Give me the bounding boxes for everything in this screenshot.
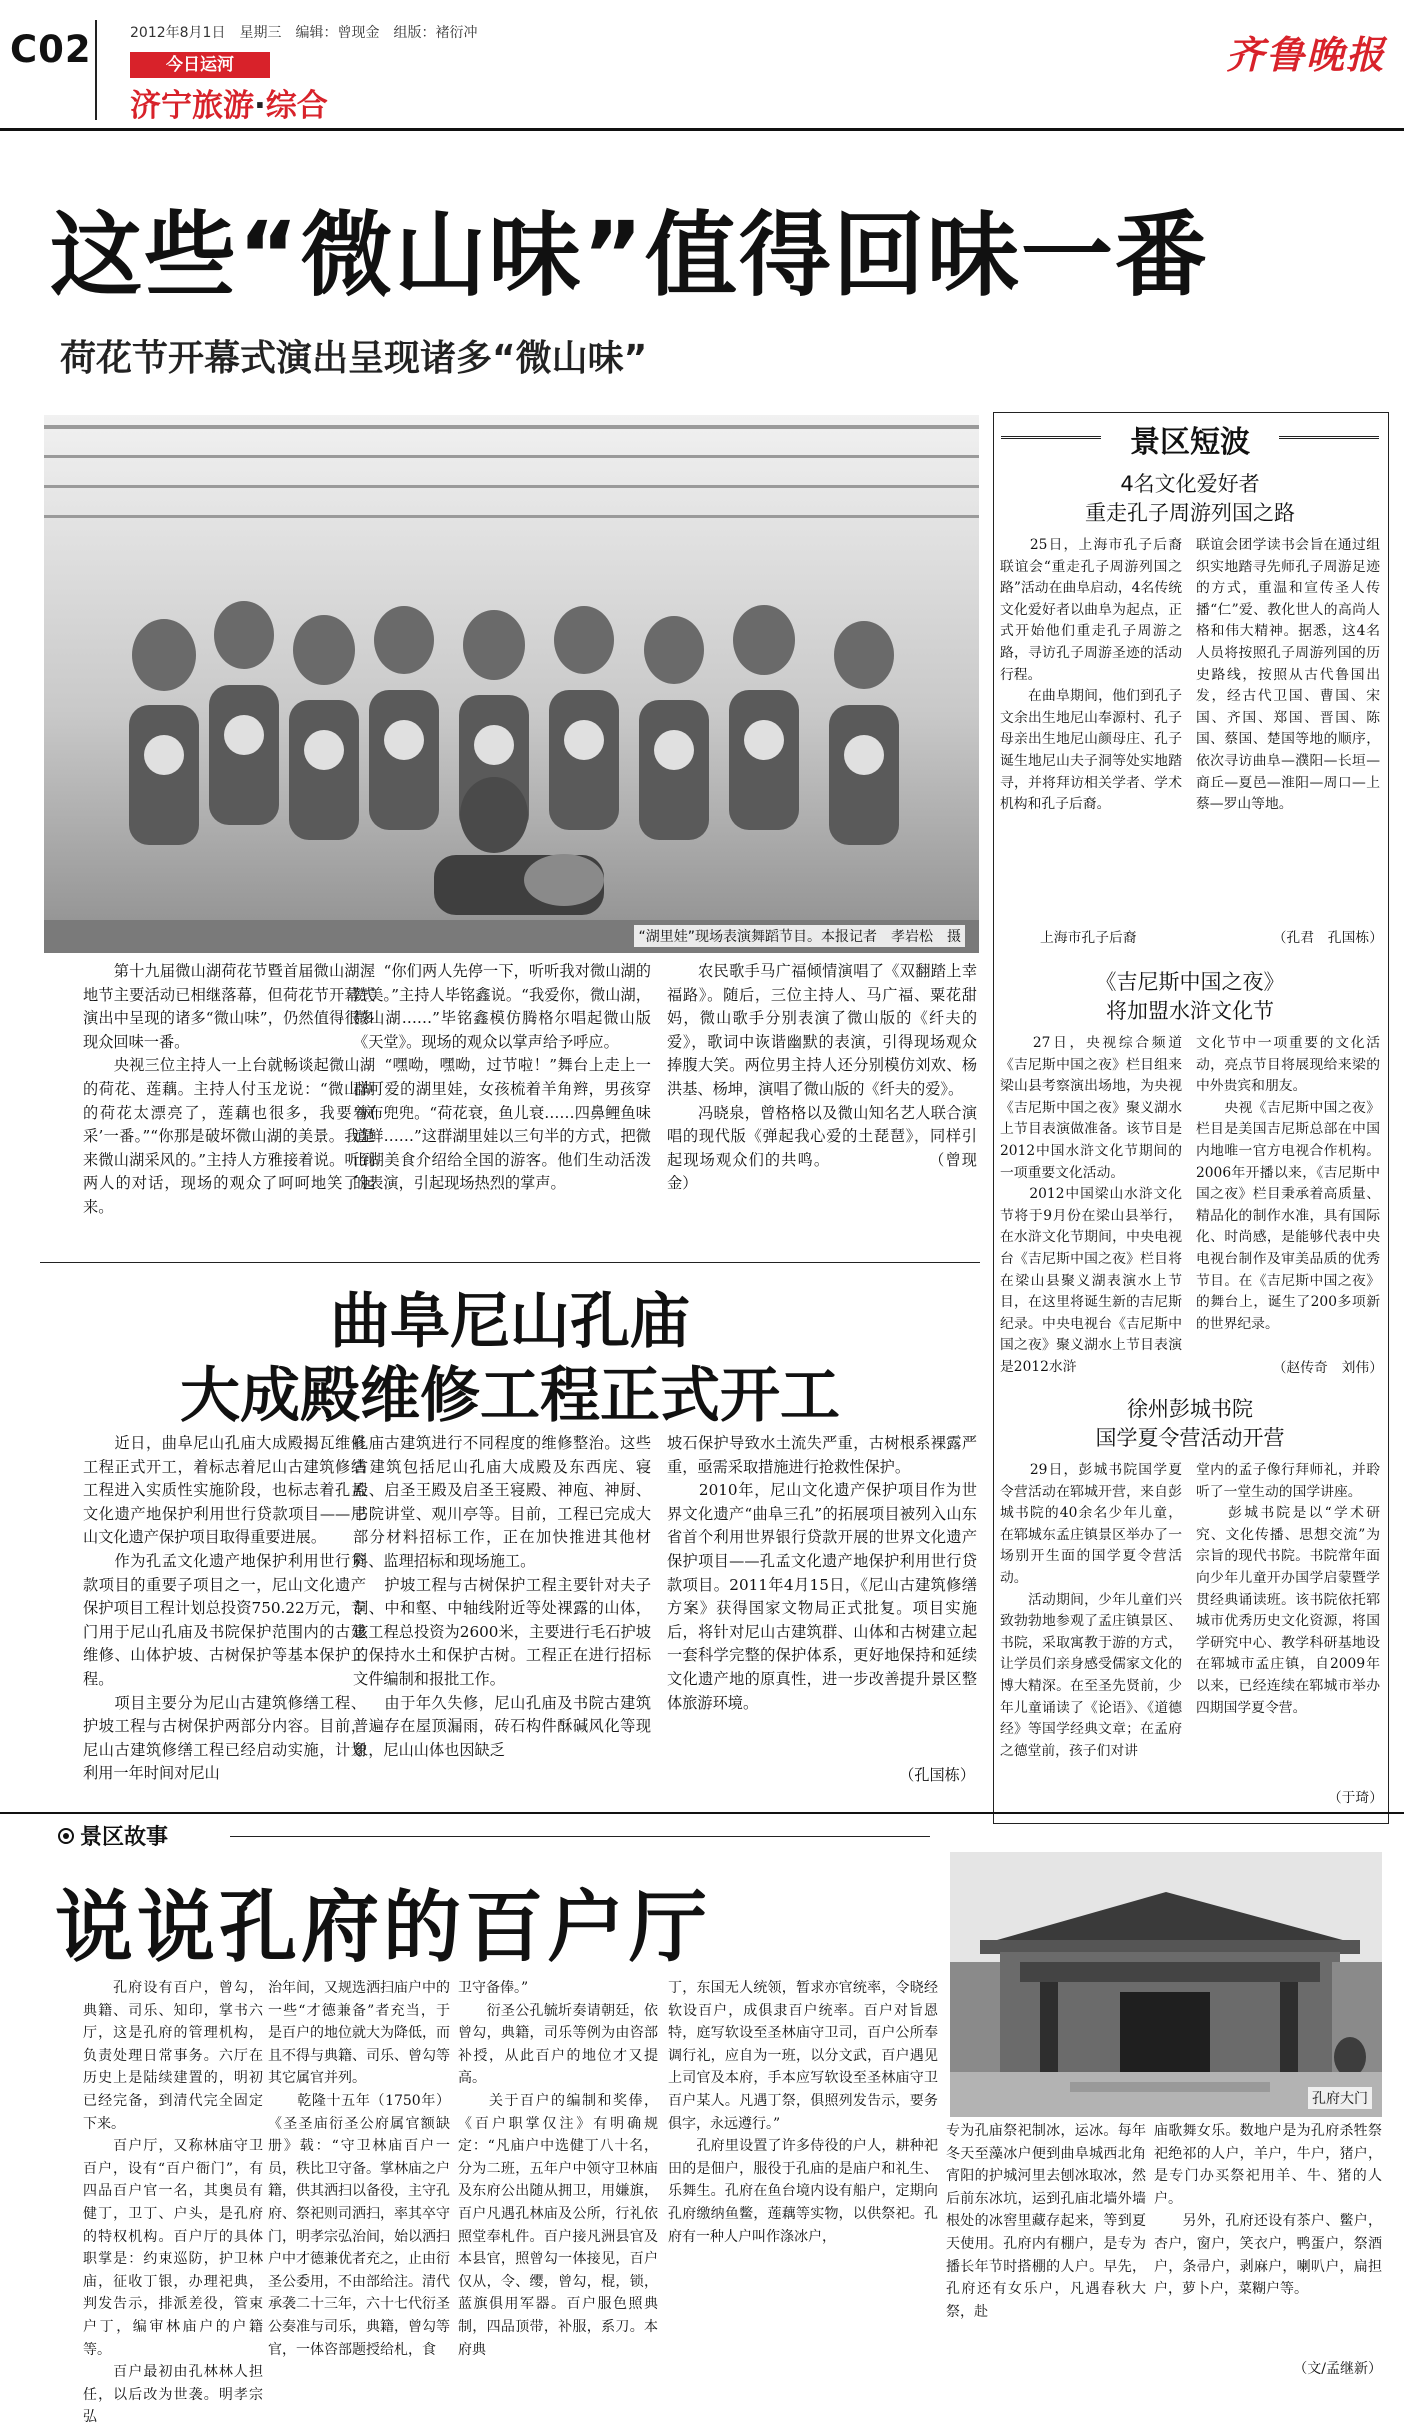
masthead-logo: 齐鲁晚报: [1225, 32, 1386, 77]
brief-2-title-line2: 将加盟水浒文化节: [1106, 999, 1274, 1023]
brief-2-credit: （赵传奇 刘伟）: [1272, 1360, 1383, 1376]
second-credit: （孔国栋）: [899, 1766, 975, 1784]
second-headline-line1: 曲阜尼山孔庙: [330, 1287, 690, 1357]
lead-column-2: “你们两人先停一下，听听我对微山湖的赞美。”主持人毕铭鑫说。“我爱你，微山湖，微山湖……”毕铭鑫模仿腾格尔唱起微山版《天堂》。现场的观众以掌声给予呼应。 “嘿呦，嘿呦，过节啦！”舞台上走上一群可爱的湖里娃，女孩梳着羊角辫，男孩穿着布兜兜。“荷花衰，鱼儿衰……四鼻鲤鱼味道鲜……”这群湖里娃以三句半的方式，把微山湖美食介绍给全国的游客。他们生动活泼的表演，引起现场热烈的掌声。: [353, 962, 651, 1193]
brief-2-col2: 文化节中一项重要的文化活动，亮点节目将展现给来梁的中外贵宾和朋友。 央视《吉尼斯中国之夜》栏目是美国吉尼斯总部在中国内地唯一官方电视合作机构。2006年开播以来，《吉尼斯中国之夜》栏目秉承着高质量、精品化的制作水准，具有国际化、时尚感，是能够代表中央电视台制作及审美品质的优秀节目。在《吉尼斯中国之夜》的舞台上，诞生了200多项新的世界纪录。: [1196, 1035, 1380, 1332]
section-tag: 今日运河: [130, 52, 270, 78]
brief-3-title: [993, 1395, 1387, 1453]
story-column-5: 专为孔庙祭祀制冰，运冰。每年冬天至藻冰户便到曲阜城西北角宵阳的护城河里去刨冰取冰，然后前东冰坑，运到孔庙北墙外墙根处的冰窖里藏存起来，等到夏天使用。孔府内有棚户，是专为播长年节时搭棚的人户。早先，孔府还有女乐户，凡遇春秋大祭，赴: [946, 2123, 1146, 2320]
mansion-gate-image: [950, 1852, 1382, 2117]
brief-3-col2: 堂内的孟子像行拜师礼，并聆听了一堂生动的国学讲座。 彭城书院是以“学术研究、文化传播、思想交流”为宗旨的现代书院。书院常年面向少年儿童开办国学启蒙暨学贯经典诵读班。该书院依托郓城市优秀历史文化资源，将国学研究中心、教学科研基地设在郓城市孟庄镇，自2009年以来，已经连续在郓城市举办四期国学夏令营。: [1196, 1462, 1380, 1716]
section-dot: ·: [254, 88, 266, 124]
story-column-4: 丁，东国无人统领，暂求亦官统率，令晓经软设百户，成俱隶百户统率。百户对旨恩特，庭写软设至圣林庙守卫司，百户公所奉调行礼，应自为一班，以分文武，百户遇见上司官及本府，手本应写软设至圣林庙守卫百户某人。凡遇丁祭，俱照列发告示，要务俱字，永远遵行。” 孔府里设置了许多侍役的户人，耕种祀田的是佃户，服役于孔庙的是庙户和礼生、乐舞生。孔府在鱼台境内设有船户，定期向孔府缴纳鱼鳖，莲藕等实物，以供祭祀。孔府有一种人户叫作涤冰户，: [668, 1980, 938, 2245]
brief-2-title: [993, 968, 1387, 1026]
second-column-2: 孔庙古建筑进行不同程度的维修整治。这些古建筑包括尼山孔庙大成殿及东西庑、寝殿、启圣王殿及启圣王寝殿、神庖、神厨、书院讲堂、观川亭等。目前，工程已完成大部分材料招标工作，正在加快推进其他材料、监理招标和现场施工。 护坡工程与古树保护工程主要针对夫子洞、中和壑、中轴线附近等处裸露的山体，该工程总投资为2600米，主要进行毛石护坡的保持水土和保护古树。工程正在进行招标文件编制和报批工作。 由于年久失修，尼山孔庙及书院古建筑普遍存在屋顶漏雨，砖石构件酥碱风化等现象，尼山山体也因缺乏: [353, 1434, 651, 1759]
issue-meta: 2012年8月1日 星期三 编辑：曾现金 组版：褚衍冲: [130, 25, 478, 41]
story-column-2: 治年间，又规选洒扫庙户中的一些“才德兼备”者充当，于是百户的地位就大为降低，而且不得与典籍、司乐、曾勾等其它属官并列。 乾隆十五年（1750年）《圣圣庙衍圣公府属官额缺册》载：“守卫林庙百户一员，秩比卫守备。掌林庙之户籍，供其洒扫以备役，主守孔府、祭祀则司洒扫，率其卒守门，明孝宗弘治间，始以洒扫户中才德兼优者充之，止由衍圣公委用，不由部给注。清代承袭二十三年，六十七代衍圣公奏准与司乐，典籍，曾勾等官，一体咨部题授给札，食: [268, 1980, 450, 2358]
story-headline: 说说孔府的百户厅: [55, 1883, 712, 1973]
briefs-header: [993, 414, 1387, 458]
brief-1-credit: （孔君 孔国栋）: [1272, 930, 1383, 946]
story-photo-caption: 孔府大门: [1308, 2087, 1372, 2109]
story-column-3: 卫守备俸。” 衍圣公孔毓圻奏请朝廷，依曾勾，典籍，司乐等例为由咨部补授，从此百户的地位才又提高。 关于百户的编制和奖俸，《百户职掌仅注》有明确规定：“凡庙户中选健丁八十名，分为二班，五年户中领守卫林庙及东府公出随从拥卫，用嫌旗，百户凡遇孔林庙及公所，行礼依照堂奉札件。百户接凡洲县官及本县官，照曾勾一体接见，百户仅从，令、缨，曾勾，棍，锁，蓝旗俱用军器。百户服色照典制，四品顶带，补服，系刀。本府典: [458, 1980, 658, 2358]
second-column-3: 坡石保护导致水土流失严重，古树根系裸露严重，亟需采取措施进行抢救性保护。 2010年，尼山文化遗产保护项目作为世界文化遗产“曲阜三孔”的拓展项目被列入山东省首个利用世界银行贷款开展的世界文化遗产保护项目——孔孟文化遗产地保护利用世行贷款项目。2011年4月15日，《尼山古建筑修缮方案》获得国家文物局正式批复。项目实施后，将针对尼山古建筑群、山体和古树建立起一套科学完整的保护体系，更好地保持和延续文化遗产地的原真性，进一步改善提升景区整体旅游环境。: [667, 1434, 977, 1712]
brief-2-title-line1: 《吉尼斯中国之夜》: [1095, 970, 1285, 994]
brief-1-col1: 25日，上海市孔子后裔联谊会“重走孔子周游列国之路”活动在曲阜启动，4名传统文化爱好者以曲阜为起点，正式开始他们重走孔子周游之路，寻访孔子周游圣迹的活动行程。 在曲阜期间，他们到孔子文余出生地尼山奉源村、孔子母亲出生地尼山颜母庄、孔子诞生地尼山夫子洞等处实地踏寻，并将拜访相关学者、学术机构和孔子后裔。: [1000, 537, 1182, 813]
section-name: 济宁旅游: [130, 88, 254, 124]
brief-1-title-line2: 重走孔子周游列国之路: [1085, 501, 1295, 525]
brief-3-credit: （于琦）: [1327, 1790, 1383, 1806]
story-column-6: 庙歌舞女乐。数地户是为孔府杀牲祭祀绝祁的人户，羊户，牛户，猪户，是专门办买祭祀用羊、牛、猪的人户。 另外，孔府还设有茶户、鳖户，杏户，窗户，笑衣户，鸭蛋户，祭酒户，条帚户，剥麻户，喇叭户，扁担户，萝卜户，菜糊户等。: [1154, 2123, 1382, 2298]
story-photo: [950, 1852, 1382, 2117]
brief-3-title-line2: 国学夏令营活动开营: [1095, 1426, 1285, 1450]
lead-photo: [44, 415, 979, 953]
section-title: [130, 80, 328, 125]
brief-3-title-line1: 徐州彭城书院: [1127, 1397, 1253, 1421]
section-suffix: 综合: [265, 88, 328, 124]
brief-2-col1: 27日，央视综合频道《吉尼斯中国之夜》栏目组来梁山县考察演出场地，为央视《吉尼斯中国之夜》聚义湖水上节目表演做准备。该节目是2012中国水浒文化节期间的一项重要文化活动。 2012中国梁山水浒文化节将于9月份在梁山县举行，在水浒文化节期间，中央电视台《吉尼斯中国之夜》栏目将在梁山县聚义湖表演水上节目，在这里将诞生新的吉尼斯纪录。中央电视台《吉尼斯中国之夜》聚义湖水上节目表演是2012水浒: [1000, 1035, 1182, 1375]
story-label-text: 景区故事: [80, 1825, 169, 1850]
second-column-1: 近日，曲阜尼山孔庙大成殿揭瓦维修工程正式开工，着标志着尼山古建筑修缮工程进入实质性实施阶段，也标志着孔孟文化遗产地保护利用世行贷款项目——尼山文化遗产保护项目取得重要进展。 作为孔孟文化遗产地保护利用世行贷款项目的重要子项目之一，尼山文化遗产保护项目工程计划总投资750.22万元，专门用于尼山孔庙及书院保护范围内的古建维修、山体护坡、古树保护等基本保护工程。 项目主要分为尼山古建筑修缮工程、护坡工程与古树保护两部分内容。目前，尼山古建筑修缮工程已经启动实施，计划利用一年时间对尼山: [83, 1434, 366, 1783]
lead-photo-caption: “湖里娃”现场表演舞蹈节目。本报记者 孝岩松 摄: [634, 925, 965, 947]
story-column-1: 孔府设有百户，曾勾，典籍、司乐、知印，掌书六厅，这是孔府的管理机构，负责处理日常事务。六厅在历史上是陆续建置的，明初已经完备，到清代完全固定下来。 百户厅，又称林庙守卫百户，设有“百户衙门”，有四品百户官一名，其奥员有健丁，卫丁、户头，是孔府的特权机构。百户厅的具体职掌是：约束巡防，护卫林庙，征收丁银，办理祀典，判发告示，排派差役，管束户丁，编审林庙户的户籍等。 百户最初由孔林林人担任，以后改为世袭。明孝宗弘: [83, 1980, 263, 2426]
brief-1-title: [993, 470, 1387, 528]
brief-1-title-line1: 4名文化爱好者: [1120, 472, 1260, 496]
second-headline-line2: 大成殿维修工程正式开工: [180, 1361, 840, 1431]
brief-1-col2: 联谊会团学读书会旨在通过组织实地踏寻先师孔子周游足迹的方式，重温和宣传圣人传播“仁”爱、教化世人的高尚人格和伟大精神。据悉，这4名人员将按照孔子周游列国的历史路线，按照从古代鲁国出发，经古代卫国、曹国、宋国、齐国、郑国、晋国、陈国、蔡国、楚国等地的顺序，依次寻访曲阜—濮阳—长垣—商丘—夏邑—淮阳—周口—上蔡—罗山等地。: [1196, 537, 1380, 813]
brief-1-col1-tail: 上海市孔子后裔: [1040, 930, 1137, 946]
story-label: [58, 1820, 168, 1851]
brief-3-col1: 29日，彭城书院国学夏令营活动在郓城开营，来自彭城书院的40余名少年儿童，在郓城东孟庄镇景区举办了一场别开生面的国学夏令营活动。 活动期间，少年儿童们兴致勃勃地参观了孟庄镇景区、书院，采取寓教于游的方式，让学员们亲身感受儒家文化的博大精深。在至圣先贤前，少年儿童诵读了《论语》、《道德经》等国学经典文章；在孟府之德堂前，孩子们对讲: [1000, 1462, 1182, 1759]
lead-column-3: 农民歌手马广福倾情演唱了《双翻踏上幸福路》。随后，三位主持人、马广福、粟花甜妈，微山歌手分别表演了微山版的《纤夫的爱》，歌词中诙谐幽默的表演，引得现场观众捧腹大笑。两位男主持人还分别模仿刘欢、杨洪基、杨坤，演唱了微山版的《纤夫的爱》。 冯晓泉，曾格格以及微山知名艺人联合演唱的现代版《弹起我心爱的土琵琶》，同样引起现场观众们的共鸣。 （曾现金）: [667, 962, 977, 1193]
briefs-title: 景区短波: [1130, 425, 1250, 460]
lead-subhead: 荷花节开幕式演出呈现诸多“微山味”: [60, 338, 648, 379]
target-icon: [58, 1828, 74, 1844]
page-number: C02: [10, 28, 92, 71]
dancing-children-image: [44, 415, 979, 953]
second-headline: [40, 1285, 980, 1433]
story-credit: （文/孟继新）: [1293, 2361, 1382, 2377]
lead-headline: 这些“微山味”值得回味一番: [50, 202, 1209, 309]
lead-column-1: 第十九届微山湖荷花节暨首届微山湖渥地节主要活动已相继落幕，但荷花节开幕式演出中呈现的诸多“微山味”，仍然值得很多现众回味一番。 央视三位主持人一上台就畅谈起微山湖的荷花、莲藕。主持人付玉龙说：“微山湖的荷花太漂亮了，莲藕也很多，我要‘疯采’一番。”“你那是破坏微山湖的美景。我是来微山湖采风的。”主持人方雅接着说。听到两人的对话，现场的观众了呵呵地笑了起来。: [83, 962, 375, 1216]
